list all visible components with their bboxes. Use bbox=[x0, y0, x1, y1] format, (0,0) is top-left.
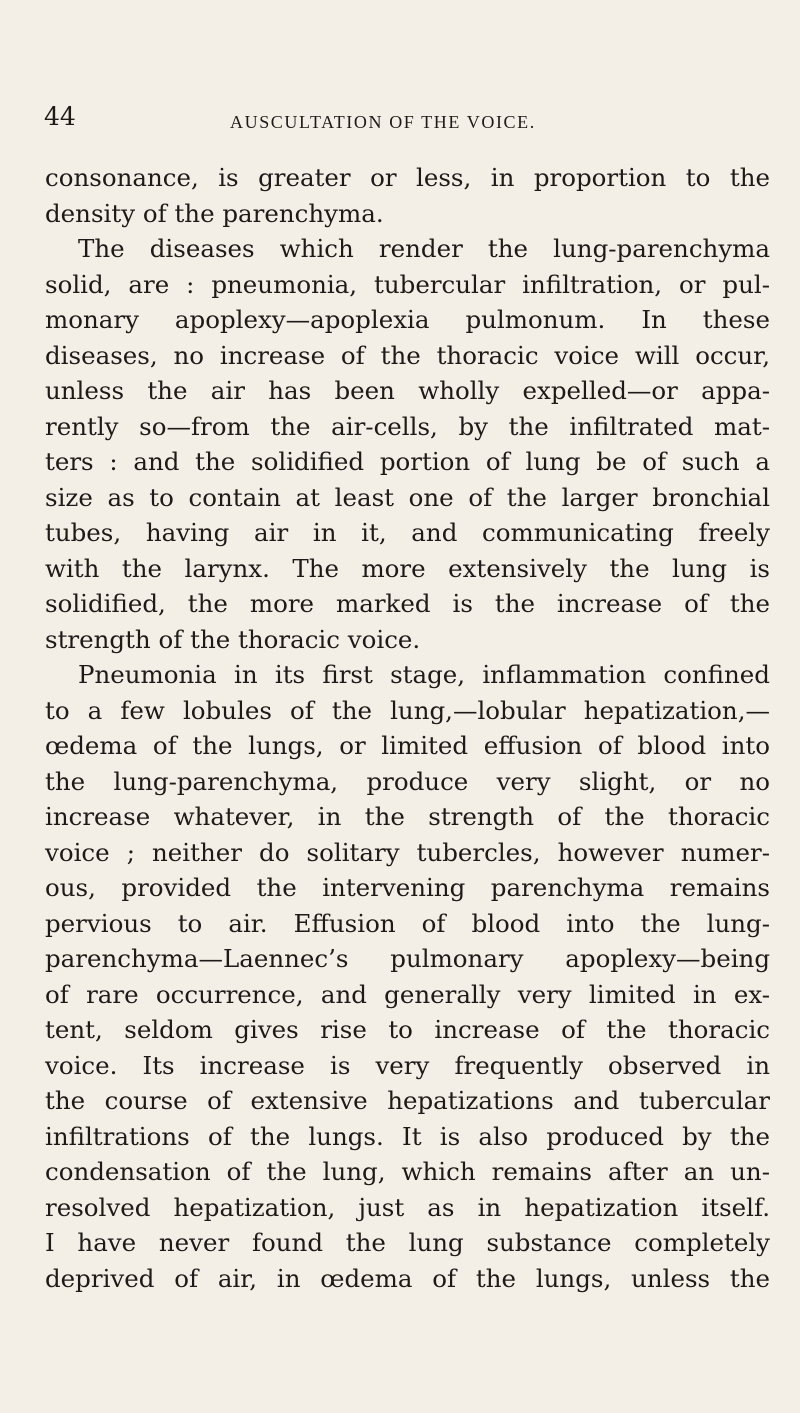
text-line: voice ; neither do solitary tubercles, however numer- bbox=[45, 837, 770, 867]
text-line: deprived of air, in œdema of the lungs, unless the bbox=[45, 1263, 770, 1293]
text-line: rently so—from the air-cells, by the infiltrated mat- bbox=[45, 411, 770, 441]
text-line: I have never found the lung substance completely bbox=[45, 1228, 770, 1257]
text-line: to a few lobules of the lung,—lobular hepatization,— bbox=[45, 695, 770, 725]
text-line: voice. Its increase is very frequently observed in bbox=[45, 1050, 770, 1080]
text-line: parenchyma—Laennec’s pulmonary apoplexy—being bbox=[45, 944, 770, 973]
text-line: the course of extensive hepatizations and tubercular bbox=[45, 1086, 770, 1115]
text-line: unless the air has been wholly expelled—or appa- bbox=[45, 376, 770, 405]
text-line: The diseases which render the lung-parenchyma bbox=[78, 234, 770, 263]
text-line: increase whatever, in the strength of the thoracic bbox=[45, 802, 770, 831]
text-line: ters : and the solidified portion of lung be of such a bbox=[45, 447, 770, 476]
text-line: density of the parenchyma. bbox=[45, 198, 384, 228]
text-line: diseases, no increase of the thoracic voice will occur, bbox=[45, 340, 770, 370]
running-title: AUSCULTATION OF THE VOICE. bbox=[230, 112, 536, 132]
body-text bbox=[45, 160, 770, 1296]
text-line: consonance, is greater or less, in proportion to the bbox=[45, 163, 770, 192]
page-number: 44 bbox=[44, 102, 76, 131]
text-line: solidified, the more marked is the increase of the bbox=[45, 589, 770, 618]
text-line: œdema of the lungs, or limited effusion of blood into bbox=[45, 731, 770, 760]
text-line: resolved hepatization, just as in hepatization itself. bbox=[45, 1192, 770, 1222]
text-line: pervious to air. Effusion of blood into the lung- bbox=[45, 908, 770, 938]
text-line: the lung-parenchyma, produce very slight, or no bbox=[45, 766, 770, 796]
text-line: with the larynx. The more extensively the lung is bbox=[45, 553, 770, 583]
text-line: tubes, having air in it, and communicating freely bbox=[45, 518, 770, 547]
text-line: infiltrations of the lungs. It is also produced by the bbox=[45, 1121, 770, 1151]
text-line: of rare occurrence, and generally very limited in ex- bbox=[45, 979, 770, 1009]
text-line: solid, are : pneumonia, tubercular infiltration, or pul- bbox=[45, 269, 770, 299]
text-line: Pneumonia in its first stage, inflammation confined bbox=[78, 660, 770, 689]
text-line: ous, provided the intervening parenchyma remains bbox=[45, 873, 770, 902]
text-line: condensation of the lung, which remains after an un- bbox=[45, 1157, 770, 1186]
text-line: strength of the thoracic voice. bbox=[45, 624, 421, 654]
text-line: monary apoplexy—apoplexia pulmonum. In these bbox=[45, 305, 770, 334]
text-line: tent, seldom gives rise to increase of the thoracic bbox=[45, 1015, 770, 1044]
text-line: size as to contain at least one of the larger bronchial bbox=[45, 482, 770, 512]
